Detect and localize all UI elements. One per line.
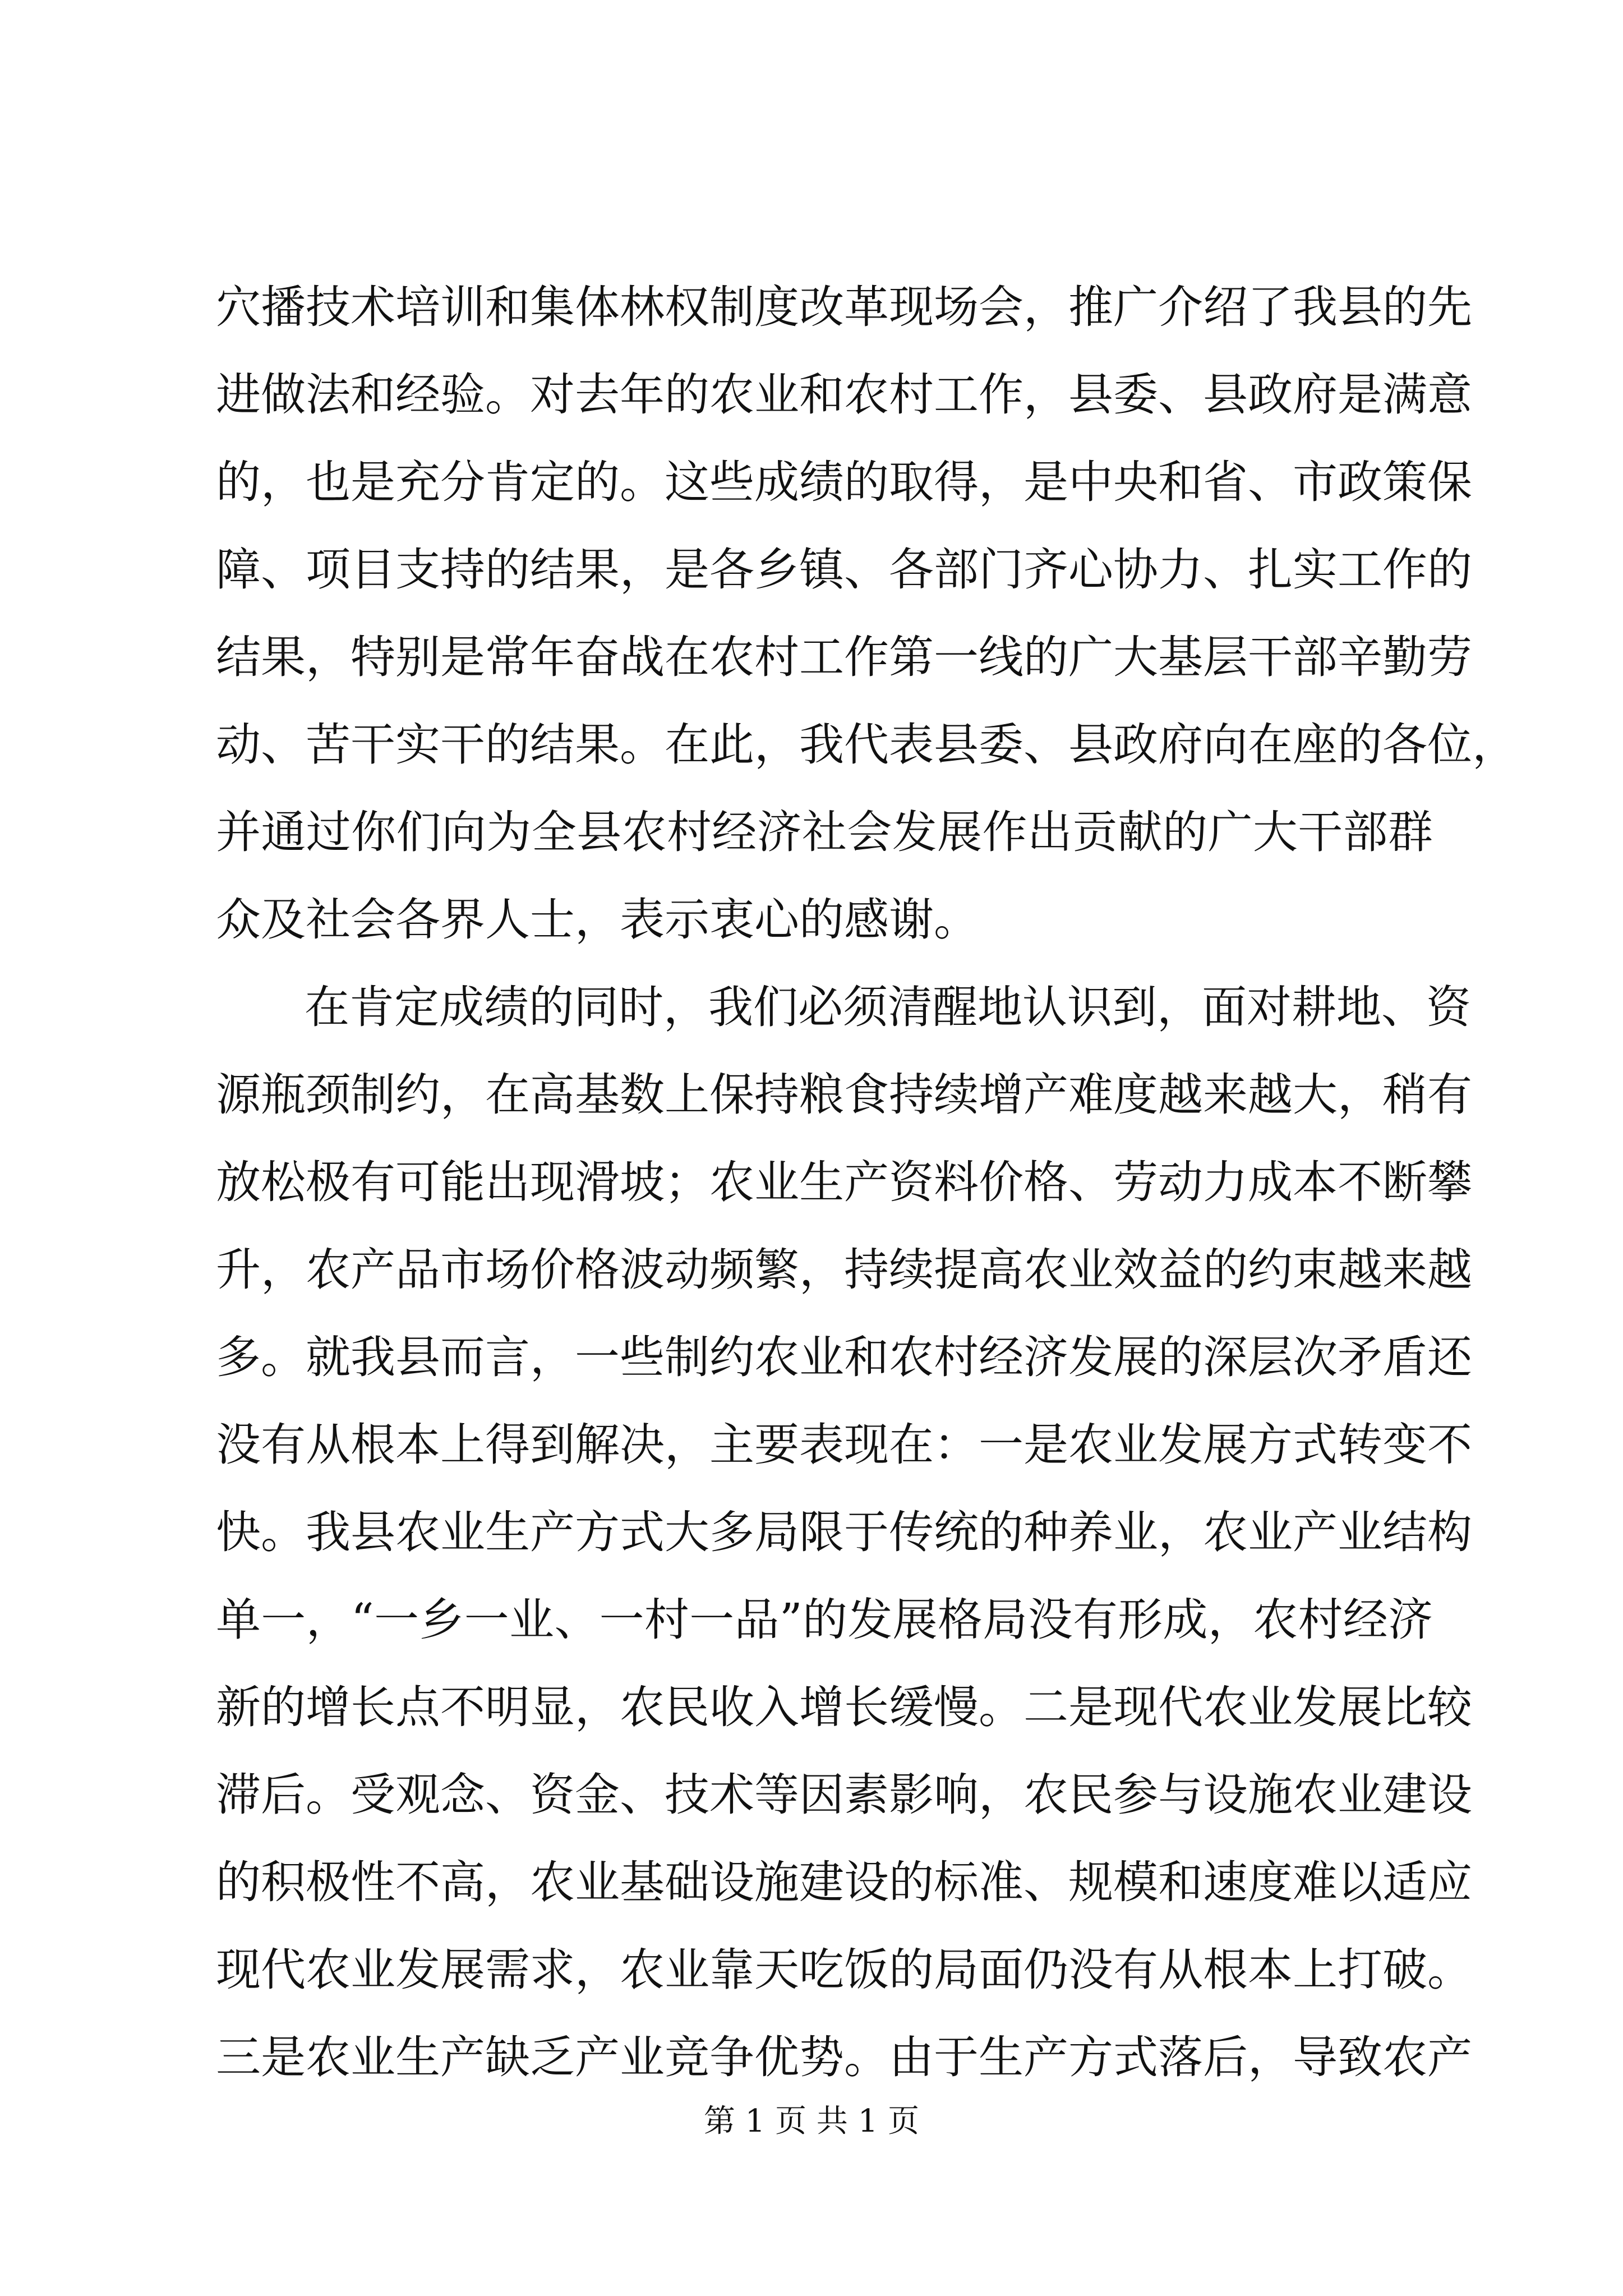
text-line: 多。就我县而言，一些制约农业和农村经济发展的深层次矛盾还: [216, 1331, 1472, 1383]
text-line: 现代农业发展需求，农业靠天吃饭的局面仍没有从根本上打破。: [216, 1944, 1472, 1996]
text-line: 放松极有可能出现滑坡；农业生产资料价格、劳动力成本不断攀: [216, 1156, 1472, 1208]
text-line: 新的增长点不明显，农民收入增长缓慢。二是现代农业发展比较: [216, 1681, 1472, 1733]
text-line: 并通过你们向为全县农村经济社会发展作出贡献的广大干部群: [216, 806, 1433, 858]
page-number: 第 1 页 共 1 页: [703, 2103, 920, 2139]
text-line: 结果，特别是常年奋战在农村工作第一线的广大基层干部辛勤劳: [216, 631, 1472, 683]
page-footer: [0, 2099, 1623, 2144]
text-line: 的积极性不高，农业基础设施建设的标准、规模和速度难以适应: [216, 1856, 1472, 1908]
text-line: 单一，“一乡一业、一村一品”的发展格局没有形成，农村经济: [216, 1594, 1433, 1646]
paragraph-first-line: 在肯定成绩的同时，我们必须清醒地认识到，面对耕地、资: [305, 981, 1471, 1033]
text-line: 进做法和经验。对去年的农业和农村工作，县委、县政府是满意: [216, 369, 1472, 421]
text-line: 三是农业生产缺乏产业竞争优势。由于生产方式落后，导致农产: [216, 2031, 1472, 2083]
text-line: 快。我县农业生产方式大多局限于传统的种养业，农业产业结构: [216, 1506, 1472, 1558]
text-line: 穴播技术培训和集体林权制度改革现场会，推广介绍了我县的先: [216, 281, 1472, 333]
text-line: 的，也是充分肯定的。这些成绩的取得，是中央和省、市政策保: [216, 456, 1472, 508]
text-line: 障、项目支持的结果，是各乡镇、各部门齐心协力、扎实工作的: [216, 544, 1472, 596]
text-line: 滞后。受观念、资金、技术等因素影响，农民参与设施农业建设: [216, 1769, 1472, 1821]
text-line: 动、苦干实干的结果。在此，我代表县委、县政府向在座的各位，: [216, 719, 1517, 771]
text-line: 源瓶颈制约，在高基数上保持粮食持续增产难度越来越大，稍有: [216, 1069, 1472, 1121]
text-line: 没有从根本上得到解决，主要表现在：一是农业发展方式转变不: [216, 1419, 1472, 1471]
text-line: 众及社会各界人士，表示衷心的感谢。: [216, 894, 979, 946]
body-text: [216, 264, 1517, 2101]
text-line: 升，农产品市场价格波动频繁，持续提高农业效益的约束越来越: [216, 1244, 1472, 1296]
